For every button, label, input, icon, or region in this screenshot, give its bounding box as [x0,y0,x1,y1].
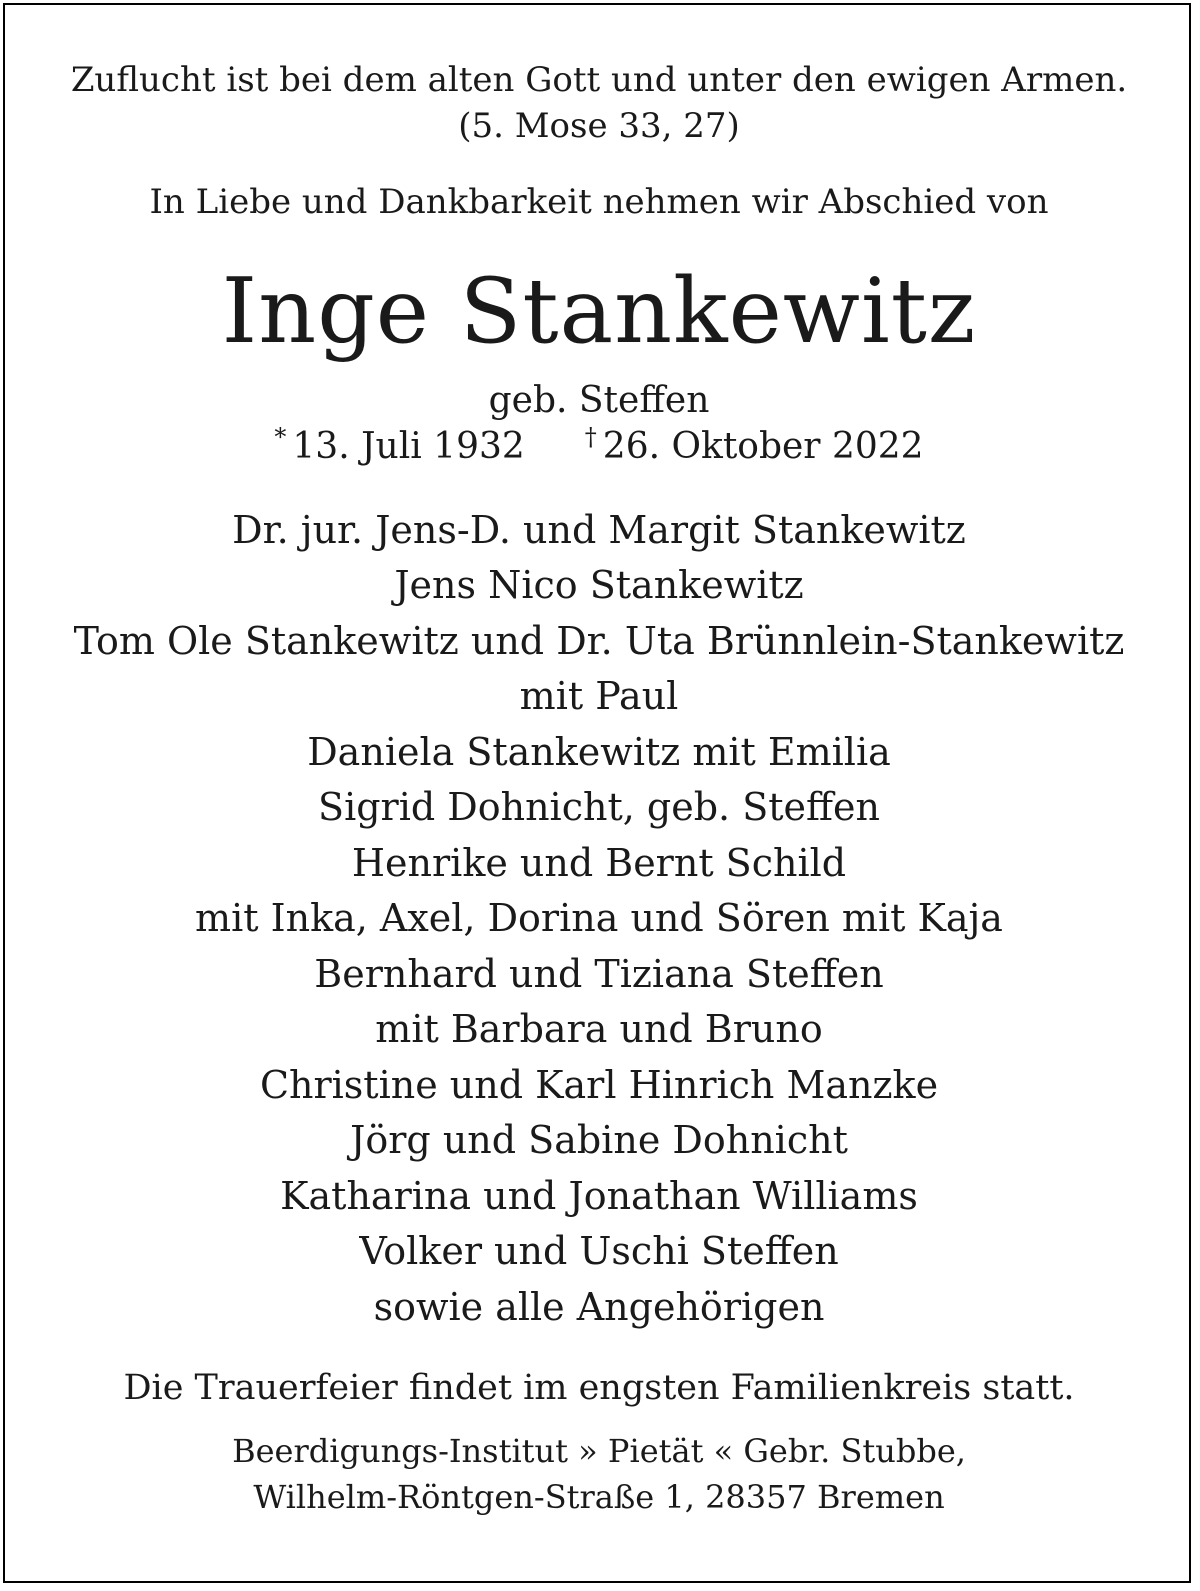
mourner-line: Henrike und Bernt Schild [351,841,847,885]
mourner-line: sowie alle Angehörigen [373,1285,825,1329]
mourner-line: Katharina und Jonathan Williams [280,1174,918,1218]
mourner-line: Jörg und Sabine Dohnicht [350,1118,848,1162]
mourner-line: Tom Ole Stankewitz und Dr. Uta Brünnlein-Stankewitz [73,619,1125,663]
birth-date-group [274,423,525,467]
mourner-line: Sigrid Dohnicht, geb. Steffen [318,785,880,829]
obituary-notice [5,5,1193,1585]
mourner-line: mit Paul [519,674,679,718]
bible-verse-text: Zuflucht ist bei dem alten Gott und unter den ewigen Armen. [70,60,1128,100]
mourner-line: Daniela Stankewitz mit Emilia [307,730,891,774]
birth-symbol: * [274,423,287,451]
maiden-name: geb. Steffen [488,380,710,421]
death-date: 26. Oktober 2022 [602,426,924,467]
mourner-line: Dr. jur. Jens-D. und Margit Stankewitz [232,508,966,552]
mourner-line: mit Inka, Axel, Dorina und Sören mit Kaja [195,896,1003,940]
death-date-group [584,423,924,467]
mourner-line: Christine und Karl Hinrich Manzke [259,1063,939,1107]
life-dates [5,423,1193,467]
deceased-name: Inge Stankewitz [221,259,977,364]
notice-border [3,3,1191,1583]
funeral-home-address: Wilhelm-Röntgen-Straße 1, 28357 Bremen [253,1478,945,1516]
funeral-note: Die Trauerfeier findet im engsten Familienkreis statt. [123,1368,1075,1408]
mourner-line: mit Barbara und Bruno [375,1007,823,1051]
birth-date: 13. Juli 1932 [292,426,525,467]
mourner-line: Volker und Uschi Steffen [359,1229,839,1273]
intro-text: In Liebe und Dankbarkeit nehmen wir Abschied von [149,182,1049,222]
mourner-line: Jens Nico Stankewitz [394,563,804,607]
bible-verse-reference: (5. Mose 33, 27) [458,106,740,146]
funeral-home-name: Beerdigungs-Institut » Pietät « Gebr. Stubbe, [232,1432,966,1470]
death-symbol: † [584,423,597,451]
mourner-line: Bernhard und Tiziana Steffen [314,952,884,996]
